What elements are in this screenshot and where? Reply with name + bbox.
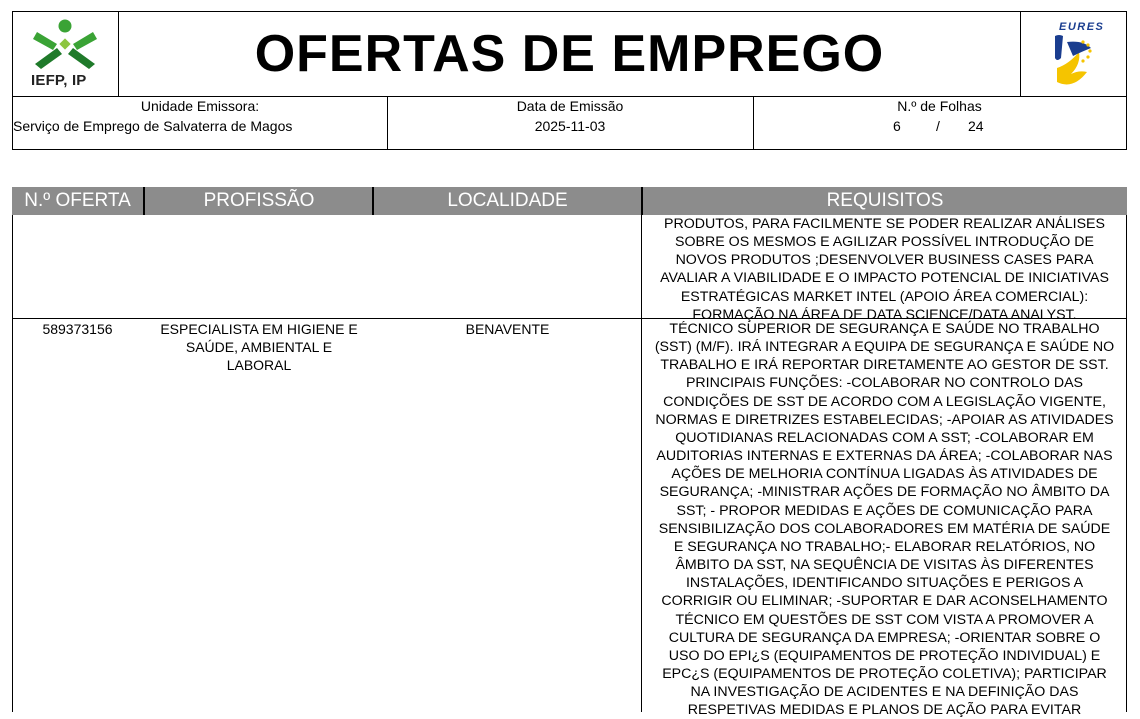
cell-text-line: NA INVESTIGAÇÃO DE ACIDENTES E NA DEFINIÇÃO DAS — [690, 684, 1079, 701]
unidade-value: Serviço de Emprego de Salvaterra de Magos — [13, 118, 293, 134]
cell-text-line: SENSIBILIZAÇÃO DOS COLABORADORES EM MATÉRIA DE SAÚDE — [658, 520, 1111, 537]
cell-text-line: USO DO EPI¿S (EQUIPAMENTOS DE PROTEÇÃO INDIVIDUAL) E — [668, 647, 1101, 664]
cell-text-line: NORMAS E DIRETRIZES ESTABELECIDAS; -APOIAR AS ATIVIDADES — [655, 411, 1114, 428]
cell-text-line: PRODUTOS, PARA FACILMENTE SE PODER REALIZAR ANÁLISES — [664, 216, 1105, 232]
cell-text-line: SST; - PROPOR MEDIDAS E AÇÕES DE COMUNICAÇÃO PARA — [676, 502, 1093, 519]
iefp-emblem-icon — [13, 12, 118, 74]
data-label: Data de Emissão — [516, 98, 624, 114]
cell-text-line: SAÚDE, AMBIENTAL E — [185, 339, 333, 355]
data-value: 2025-11-03 — [534, 118, 606, 134]
cell-text-line: QUOTIDIANAS RELACIONADAS COM A SST; -COLABORAR EM — [675, 429, 1094, 446]
cell-text-line: TRABALHO E IRÁ REPORTAR DIRETAMENTE AO GESTOR DE SST. — [660, 357, 1109, 374]
offers-table — [12, 187, 1127, 719]
cell-text-line: NOVOS PRODUTOS ;DESENVOLVER BUSINESS CASES PARA — [675, 252, 1094, 269]
cell-text-line: CULTURA DE SEGURANÇA DA EMPRESA; -ORIENTAR SOBRE O — [668, 629, 1101, 646]
table-row-requisitos — [642, 320, 1127, 719]
cell-text-line: ESTRATÉGICAS MARKET INTEL (APOIO ÁREA COMERCIAL): — [680, 288, 1089, 305]
page-title: OFERTAS DE EMPREGO — [254, 25, 885, 83]
table-row-localidade: BENAVENTE — [465, 321, 550, 337]
cell-text-line: INSTALAÇÕES, IDENTIFICANDO SITUAÇÕES E PERIGOS A — [685, 575, 1084, 592]
cell-text-line: SEGURANÇA; -MINISTRAR AÇÕES DE FORMAÇÃO NO ÂMBITO DA — [659, 484, 1110, 501]
cell-text-line: AÇÕES DE MELHORIA CONTÍNUA LIGADAS ÀS ATIVIDADES DE — [671, 466, 1098, 483]
cell-text-line: TÉCNICO EM QUESTÕES DE SST COM VISTA A PROMOVER A — [675, 611, 1094, 628]
unidade-label: Unidade Emissora: — [140, 98, 260, 114]
cell-text-line: EPC¿S (EQUIPAMENTOS DE PROTEÇÃO COLETIVA); PARTICIPAR — [662, 665, 1107, 682]
cell-text-line: FORMAÇÃO NA ÁREA DE DATA SCIENCE/DATA ANALYST. — [692, 306, 1077, 323]
col-header-requisitos: REQUISITOS — [826, 190, 944, 211]
cell-text-line: ÂMBITO DA SST, NA SEQUÊNCIA DE VISITAS ÀS DIFERENTES — [675, 557, 1094, 574]
folhas-sep: / — [936, 118, 940, 134]
iefp-logo-text: IEFP, IP — [31, 72, 87, 89]
eures-logo-text: EURES — [1059, 21, 1105, 33]
col-header-localidade: LOCALIDADE — [447, 190, 568, 211]
table-row-requisitos — [642, 215, 1127, 324]
folhas-label: N.º de Folhas — [897, 98, 982, 114]
folhas-total: 24 — [968, 118, 984, 134]
cell-text-line: SOBRE OS MESMOS E AGILIZAR POSSÍVEL INTRODUÇÃO DE — [675, 234, 1094, 251]
folhas-current: 6 — [893, 118, 901, 134]
meta-folhas — [753, 97, 1126, 149]
cell-text-line: AUDITORIAS INTERNAS E EXTERNAS DA ÁREA; -COLABORAR NAS — [656, 448, 1113, 465]
table-row-profissao — [145, 320, 373, 374]
table-border-left — [12, 215, 13, 712]
col-header-profissao: PROFISSÃO — [203, 190, 315, 211]
iefp-logo — [13, 12, 119, 96]
cell-text-line: E SEGURANÇA NO TRABALHO;- ELABORAR RELATÓRIOS, NO — [673, 538, 1096, 555]
cell-text-line: ESPECIALISTA EM HIGIENE E — [160, 321, 358, 337]
meta-data — [387, 97, 754, 149]
eures-logo — [1020, 12, 1126, 96]
document-header — [12, 11, 1127, 97]
table-row-oferta: 589373156 — [42, 321, 113, 337]
table-header — [12, 187, 1127, 215]
cell-text-line: AVALIAR A VIABILIDADE E O IMPACTO POTENCIAL DE INICIATIVAS — [660, 270, 1109, 287]
document-meta — [12, 96, 1127, 150]
cell-text-line: CONDIÇÕES DE SST DE ACORDO COM A LEGISLAÇÃO VIGENTE, — [663, 393, 1106, 410]
cell-text-line: TÉCNICO SUPERIOR DE SEGURANÇA E SAÚDE NO TRABALHO — [669, 321, 1100, 337]
cell-text-line: (SST) (M/F). IRÁ INTEGRAR A EQUIPA DE SEGURANÇA E SAÚDE NO — [654, 339, 1115, 356]
cell-text-line: RESPETIVAS MEDIDAS E PLANOS DE AÇÃO PARA EVITAR — [687, 702, 1082, 719]
cell-text-line: LABORAL — [226, 357, 292, 373]
cell-text-line: PRINCIPAIS FUNÇÕES: -COLABORAR NO CONTROLO DAS — [685, 375, 1084, 392]
meta-unidade — [13, 97, 388, 149]
col-header-oferta: N.º OFERTA — [24, 190, 131, 211]
cell-text-line: CORRIGIR OU ELIMINAR; -SUPORTAR E DAR ACONSELHAMENTO — [661, 593, 1108, 610]
